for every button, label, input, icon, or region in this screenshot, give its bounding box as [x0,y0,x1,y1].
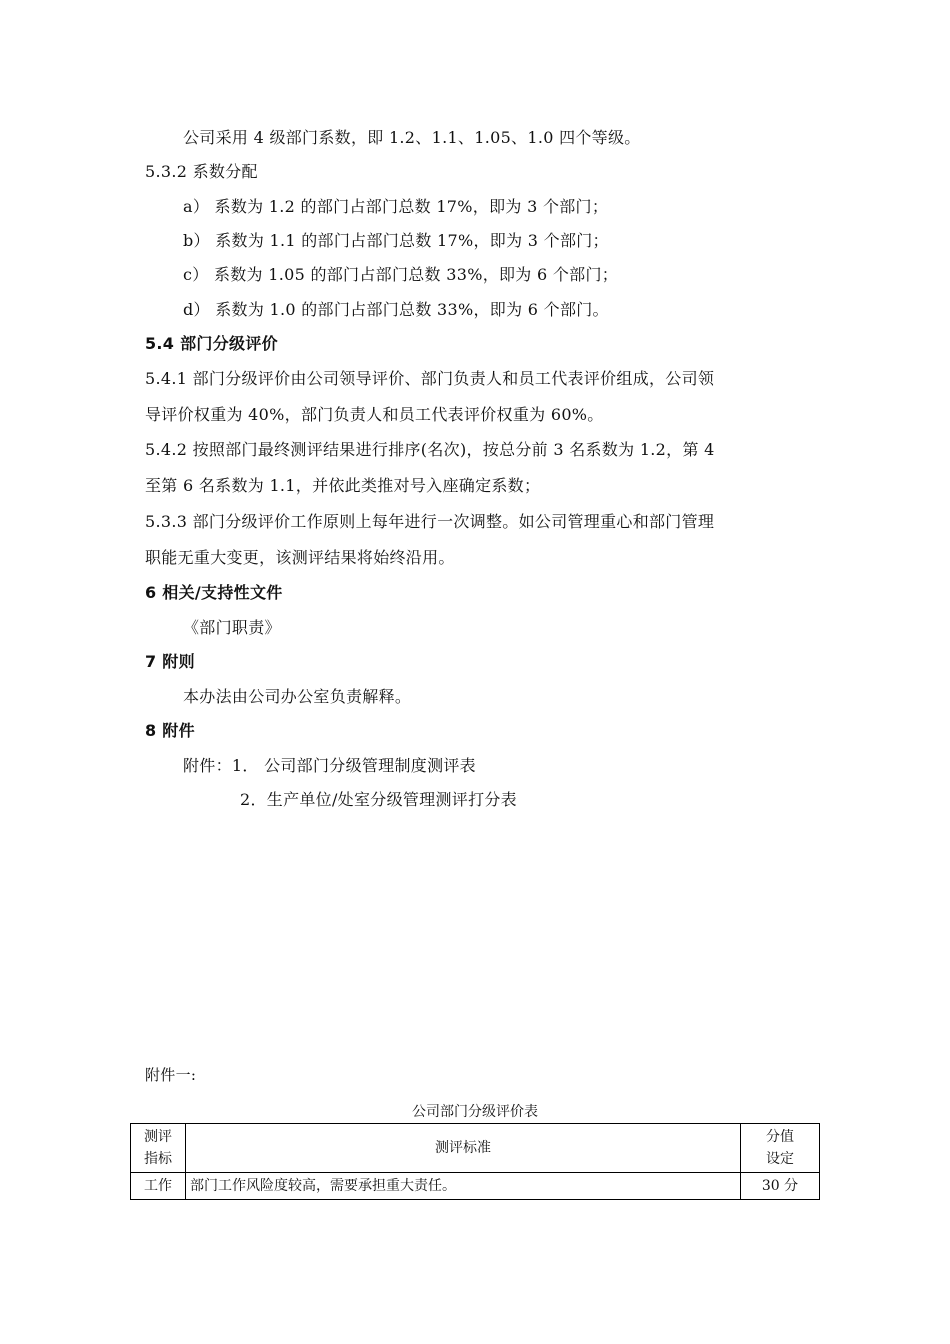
paragraph-5-3-3-line2: 职能无重大变更，该测评结果将始终沿用。 [145,548,455,567]
row-score: 30 分 [741,1173,820,1200]
list-item-d: d） 系数为 1.0 的部门占部门总数 33%，即为 6 个部门。 [183,300,609,319]
section-7-heading: 7 附则 [145,652,195,671]
paragraph-5-4-1-line1: 5.4.1 部门分级评价由公司领导评价、部门负责人和员工代表评价组成，公司领 [145,369,715,388]
section-7-text: 本办法由公司办公室负责解释。 [183,687,412,706]
paragraph-5-4-1-line2: 导评价权重为 40%，部门负责人和员工代表评价权重为 60%。 [145,405,604,424]
section-5-4-heading: 5.4 部门分级评价 [145,334,278,353]
header-score-line1: 分值 [766,1129,794,1145]
attachment-2: 2．生产单位/处室分级管理测评打分表 [240,790,517,809]
list-item-c: c） 系数为 1.05 的部门占部门总数 33%，即为 6 个部门； [183,265,619,284]
table-header-row [131,1124,820,1173]
header-standard: 测评标准 [186,1124,741,1173]
header-score-line2: 设定 [766,1151,794,1167]
row-indicator: 工作 [131,1173,186,1200]
section-6-text: 《部门职责》 [183,618,281,637]
table-title: 公司部门分级评价表 [412,1104,538,1120]
attachment-1: 附件：1． 公司部门分级管理制度测评表 [183,756,476,775]
evaluation-table [130,1123,820,1200]
section-6-heading: 6 相关/支持性文件 [145,583,283,602]
table-row [131,1173,820,1200]
paragraph-5-4-2-line2: 至第 6 名系数为 1.1，并依此类推对号入座确定系数； [145,476,541,495]
header-indicator-line1: 测评 [144,1129,172,1145]
grade-paragraph: 公司采用 4 级部门系数，即 1.2、1.1、1.05、1.0 四个等级。 [183,128,641,147]
list-item-a: a） 系数为 1.2 的部门占部门总数 17%，即为 3 个部门； [183,197,609,216]
paragraph-5-3-3-line1: 5.3.3 部门分级评价工作原则上每年进行一次调整。如公司管理重心和部门管理 [145,512,715,531]
row-standard: 部门工作风险度较高，需要承担重大责任。 [186,1173,741,1200]
header-score [741,1124,820,1173]
appendix-label: 附件一: [145,1066,197,1084]
section-5-3-2-heading: 5.3.2 系数分配 [145,162,258,181]
paragraph-5-4-2-line1: 5.4.2 按照部门最终测评结果进行排序(名次)，按总分前 3 名系数为 1.2，第 4 [145,440,715,459]
header-indicator-line2: 指标 [144,1151,172,1167]
list-item-b: b） 系数为 1.1 的部门占部门总数 17%，即为 3 个部门； [183,231,609,250]
section-8-heading: 8 附件 [145,721,195,740]
header-indicator [131,1124,186,1173]
